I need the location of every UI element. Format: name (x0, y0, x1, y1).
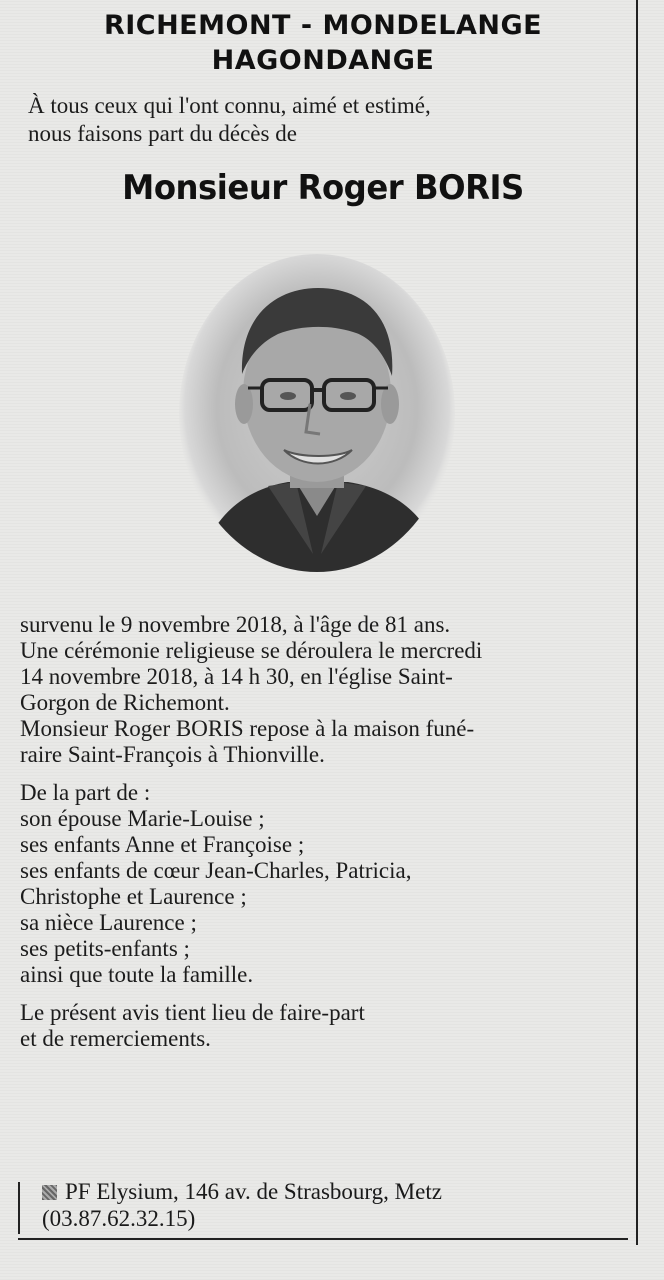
intro-line-2: nous faisons part du décès de (28, 121, 297, 146)
intro-text (28, 92, 632, 148)
region-line-2: HAGONDANGE (211, 45, 435, 76)
notice-body (20, 612, 640, 1052)
funeral-home-footer (18, 1178, 618, 1232)
region-line-1: RICHEMONT - MONDELANGE (103, 10, 543, 41)
details-line: survenu le 9 novembre 2018, à l'âge de 81 ans. (20, 612, 451, 637)
funeral-home-info (42, 1178, 618, 1232)
intro-line-1: À tous ceux qui l'ont connu, aimé et estimé, (28, 93, 431, 118)
details-line: raire Saint-François à Thionville. (20, 742, 325, 767)
family-line: ses enfants Anne et Françoise ; (20, 832, 305, 857)
footer-left-rule (18, 1182, 20, 1234)
family-line: Christophe et Laurence ; (20, 884, 247, 909)
family-line: ses petits-enfants ; (20, 936, 190, 961)
footer-bottom-rule (18, 1238, 628, 1240)
family-line: sa nièce Laurence ; (20, 910, 197, 935)
deceased-name: Monsieur Roger BORIS (122, 168, 524, 208)
family-line: ainsi que toute la famille. (20, 962, 254, 987)
bullet-square-icon (42, 1185, 57, 1200)
funeral-home-phone: (03.87.62.32.15) (42, 1206, 196, 1231)
closing-line: Le présent avis tient lieu de faire-part (20, 1000, 365, 1025)
details-line: 14 novembre 2018, à 14 h 30, en l'église Saint- (20, 664, 453, 689)
closing-line: et de remerciements. (20, 1026, 211, 1051)
details-line: Monsieur Roger BORIS repose à la maison funé- (20, 716, 475, 741)
portrait-photo (178, 254, 456, 574)
funeral-home-address: PF Elysium, 146 av. de Strasbourg, Metz (65, 1179, 442, 1204)
family-line: ses enfants de cœur Jean-Charles, Patricia, (20, 858, 412, 883)
details-line: Une cérémonie religieuse se déroulera le mercredi (20, 638, 483, 663)
family-line: son épouse Marie-Louise ; (20, 806, 265, 831)
family-line: De la part de : (20, 780, 151, 805)
details-line: Gorgon de Richemont. (20, 690, 230, 715)
